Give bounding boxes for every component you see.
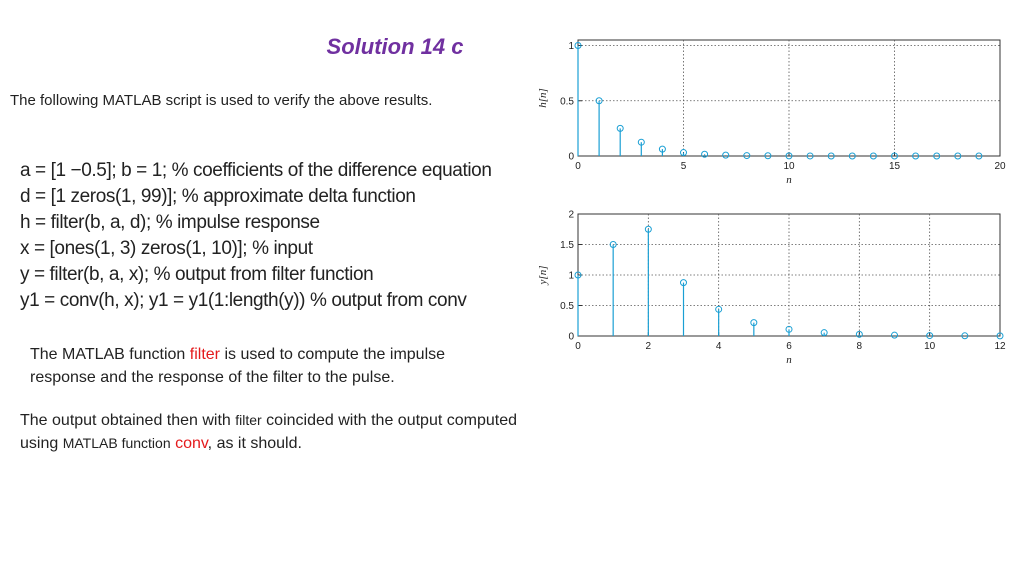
text-run: The output obtained then with [20,412,236,429]
x-axis-label: n [786,354,792,366]
text-run: The MATLAB function [30,346,190,363]
matlab-script [20,158,491,314]
y-axis-label: y[n] [537,265,549,285]
code-line: d = [1 zeros(1, 99)]; % approximate delta function [20,186,416,207]
text-run: , as it should. [207,435,302,452]
y-tick-label: 1.5 [560,240,574,251]
x-tick-label: 8 [856,341,863,352]
code-line: x = [ones(1, 3) zeros(1, 10)]; % input [20,238,313,259]
filter-explanation [30,343,510,389]
y-tick-label: 1 [568,41,574,53]
y-tick-label: 0 [568,151,574,163]
y-tick-label: 0.5 [560,301,574,312]
y-tick-label: 1 [568,270,574,282]
filter-keyword: filter [189,346,221,363]
x-axis-label: n [786,174,792,186]
y-tick-label: 0.5 [560,96,574,108]
conv-explanation [20,409,520,455]
x-tick-label: 5 [680,161,687,172]
output-response-plot [530,208,1010,386]
code-line: y1 = conv(h, x); y1 = y1(1:length(y)) % output from conv [20,290,467,311]
y-tick-label: 0 [568,331,574,343]
x-tick-label: 10 [783,161,795,172]
x-tick-label: 15 [888,161,901,172]
matlab-function-word: MATLAB function [62,435,171,451]
x-tick-label: 4 [715,341,722,352]
x-tick-label: 10 [924,341,936,352]
x-tick-label: 12 [994,341,1006,352]
filter-word: filter [235,412,262,428]
text-run: coincided with the output computed using [20,412,517,452]
x-tick-label: 0 [575,341,581,352]
x-tick-label: 0 [575,161,581,172]
code-line: y = filter(b, a, x); % output from filter function [20,264,374,285]
y-axis-label: h[n] [537,88,549,108]
impulse-response-plot [530,34,1010,206]
code-line: a = [1 −0.5]; b = 1; % coefficients of the difference equation [20,160,492,181]
slide-title: Solution 14 c [326,34,464,59]
x-tick-label: 6 [786,341,792,352]
x-tick-label: 20 [994,161,1006,172]
text-run: is used to compute the impulse response and the response of the filter to the pulse. [30,346,446,386]
intro-text: The following MATLAB script is used to verify the above results. [10,92,433,109]
conv-keyword: conv [175,435,208,452]
code-line: h = filter(b, a, d); % impulse response [20,212,320,233]
x-tick-label: 2 [645,341,652,352]
y-tick-label: 2 [568,209,574,221]
